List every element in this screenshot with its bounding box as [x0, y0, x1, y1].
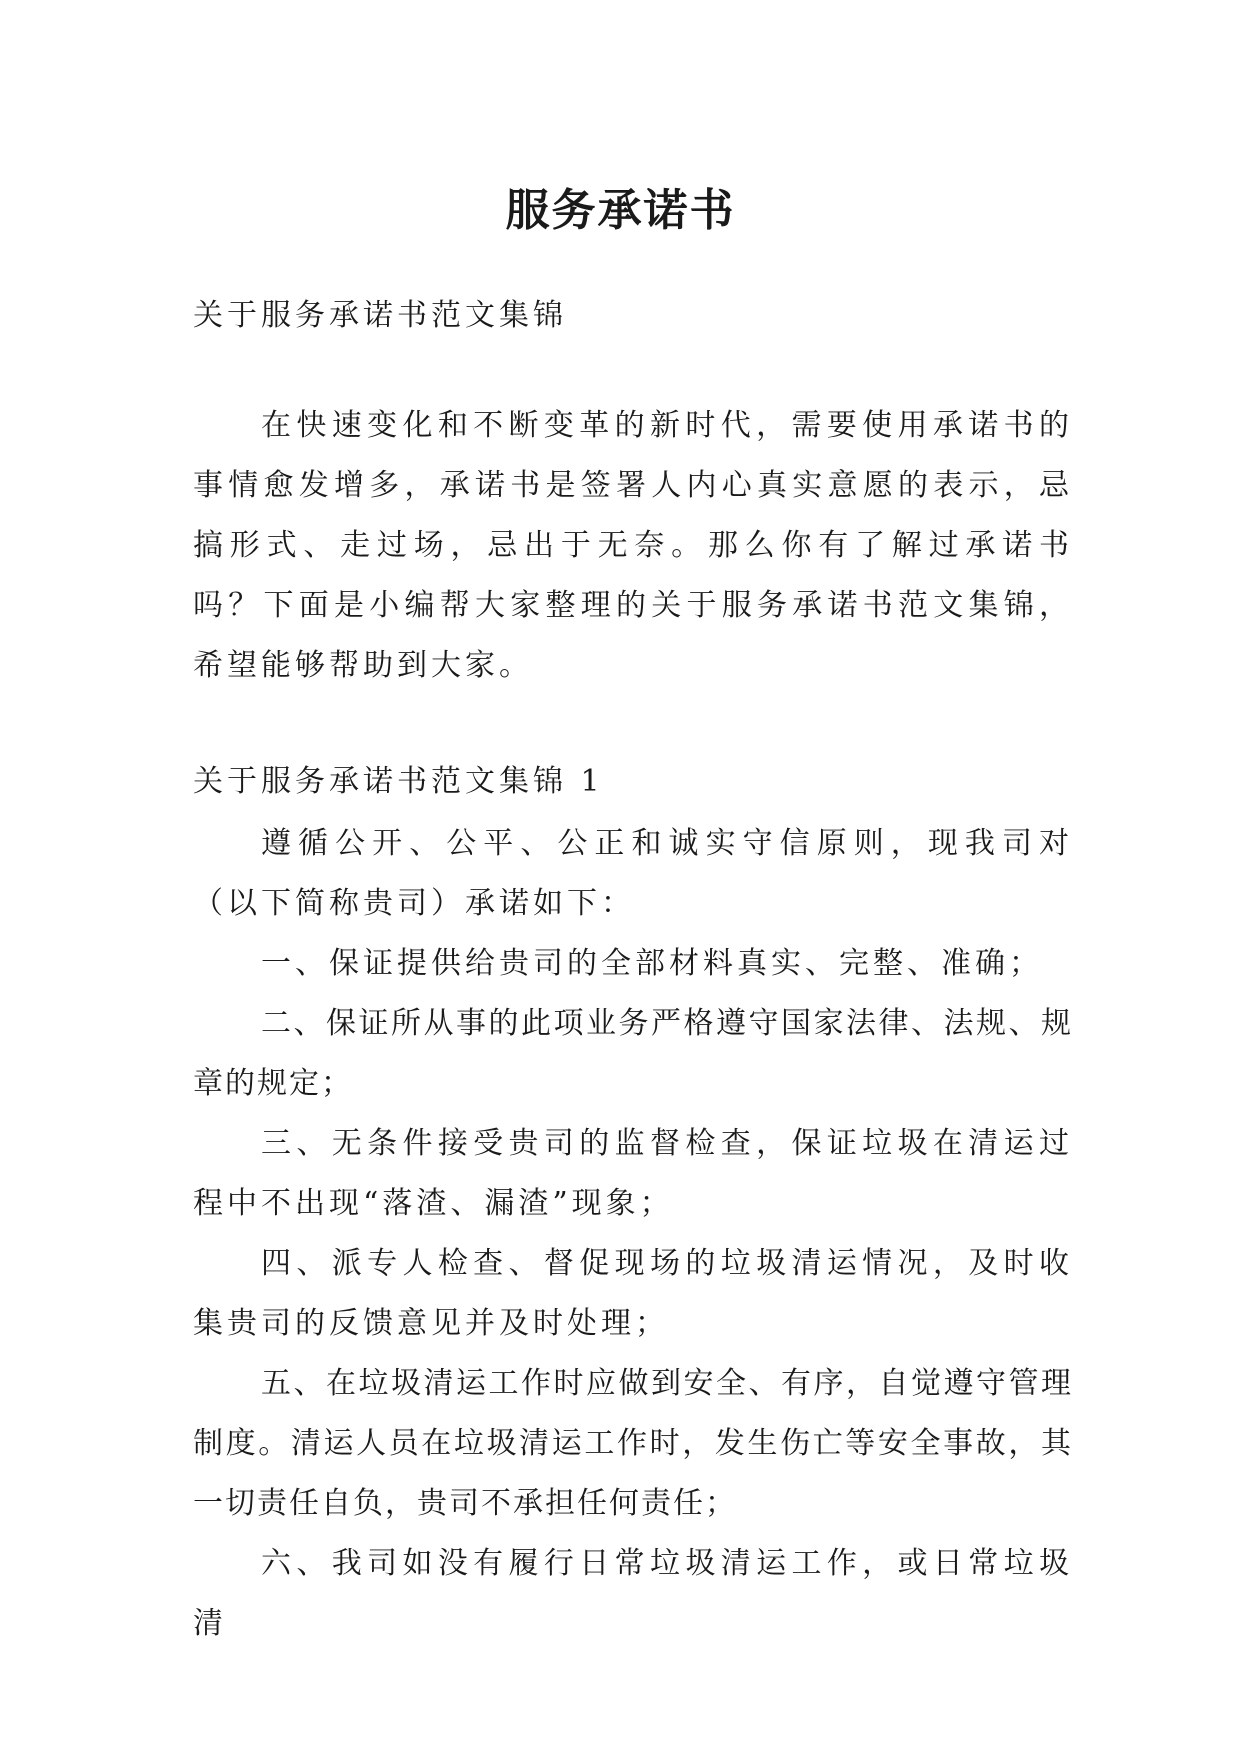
paragraph-item-3: 三、无条件接受贵司的监督检查，保证垃圾在清运过程中不出现“落渣、漏渣”现象；: [193, 1126, 1073, 1221]
document-subtitle: 关于服务承诺书范文集锦: [193, 298, 567, 333]
intro-paragraph: 在快速变化和不断变革的新时代，需要使用承诺书的事情愈发增多，承诺书是签署人内心真实意愿的表示，忌搞形式、走过场，忌出于无奈。那么你有了解过承诺书吗？下面是小编帮大家整理的关于服务承诺书范文集锦，希望能够帮助到大家。: [193, 408, 1073, 683]
document-title: 服务承诺书: [505, 185, 736, 237]
paragraph-item-1: 一、保证提供给贵司的全部材料真实、完整、准确；: [261, 946, 1043, 981]
paragraph-item-4: 四、派专人检查、督促现场的垃圾清运情况，及时收集贵司的反馈意见并及时处理；: [193, 1246, 1073, 1341]
paragraph-item-6: 六、我司如没有履行日常垃圾清运工作，或日常垃圾清: [193, 1546, 1073, 1641]
paragraph-preamble: 遵循公开、公平、公正和诚实守信原则，现我司对（以下简称贵司）承诺如下：: [193, 826, 1073, 921]
paragraph-item-5: 五、在垃圾清运工作时应做到安全、有序，自觉遵守管理制度。清运人员在垃圾清运工作时，发生伤亡等安全事故，其一切责任自负，贵司不承担任何责任；: [193, 1366, 1073, 1521]
section-title: 关于服务承诺书范文集锦 1: [193, 764, 604, 799]
section-body: [193, 814, 1073, 1654]
paragraph-item-2: 二、保证所从事的此项业务严格遵守国家法律、法规、规章的规定；: [193, 1006, 1073, 1101]
